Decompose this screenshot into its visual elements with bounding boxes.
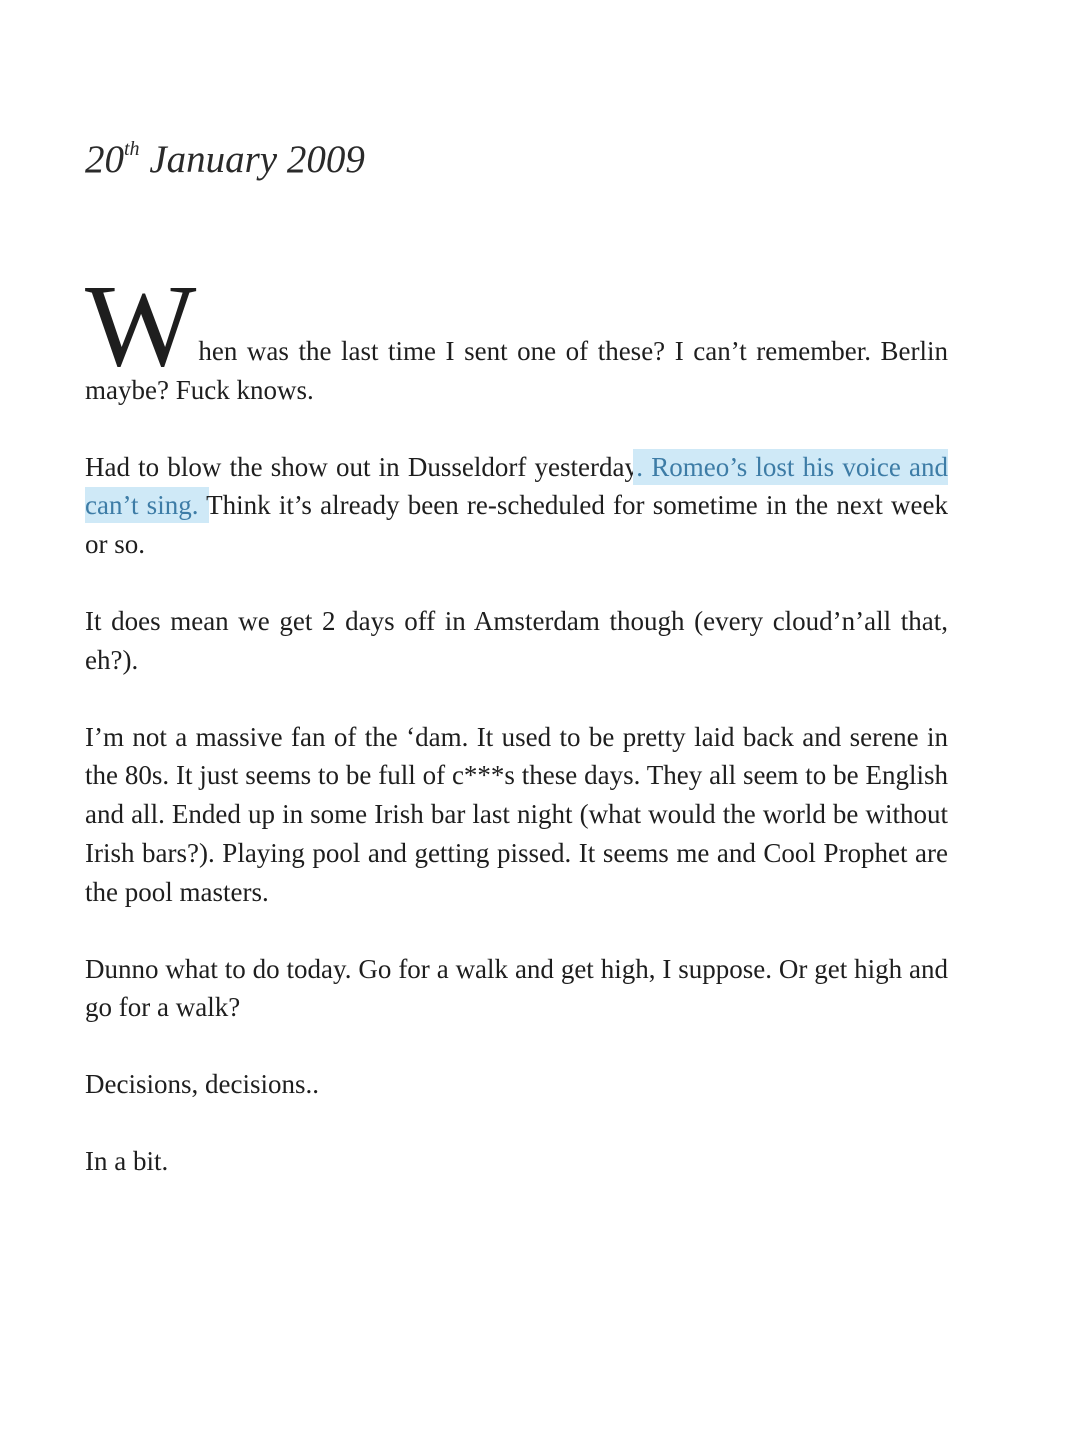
- entry-body: [85, 260, 949, 1219]
- date-month-year: January 2009: [139, 138, 365, 181]
- text-selection-highlight[interactable]: . Romeo’s lost his voice and can’t sing.: [85, 451, 948, 521]
- drop-cap-letter: W: [85, 260, 193, 391]
- paragraph-1[interactable]: [85, 260, 948, 410]
- paragraph-1-text: hen was the last time I sent one of these? I can’t remember. Berlin maybe? Fuck knows.: [85, 336, 948, 405]
- date-day: 20: [85, 138, 124, 181]
- date-suffix: th: [124, 138, 140, 160]
- paragraph-2[interactable]: [85, 448, 948, 564]
- paragraph-6[interactable]: Decisions, decisions..: [85, 1069, 319, 1100]
- paragraph-5[interactable]: Dunno what to do today. Go for a walk and get high, I suppose. Or get high and go for a walk?: [85, 953, 948, 1023]
- drop-cap-spacer: [85, 270, 948, 332]
- entry-date-heading: [85, 136, 365, 184]
- paragraph-2-text-after: Think it’s already been re-scheduled for sometime in the next week or so.: [85, 490, 949, 560]
- paragraph-2-text-before: Had to blow the show out in Dusseldorf yesterday: [85, 451, 637, 482]
- paragraph-3[interactable]: It does mean we get 2 days off in Amsterdam though (every cloud’n’all that, eh?).: [85, 605, 948, 675]
- paragraph-7[interactable]: In a bit.: [85, 1145, 169, 1176]
- paragraph-4[interactable]: I’m not a massive fan of the ‘dam. It used to be pretty laid back and serene in the 80s. It just seems to be full of c***s these days. They all seem to be English and all. Ended up in some Irish bar last night (what would the world be without Irish bars?). Playing pool and getting pissed. It seems me and Cool Prophet are the pool masters.: [85, 721, 948, 907]
